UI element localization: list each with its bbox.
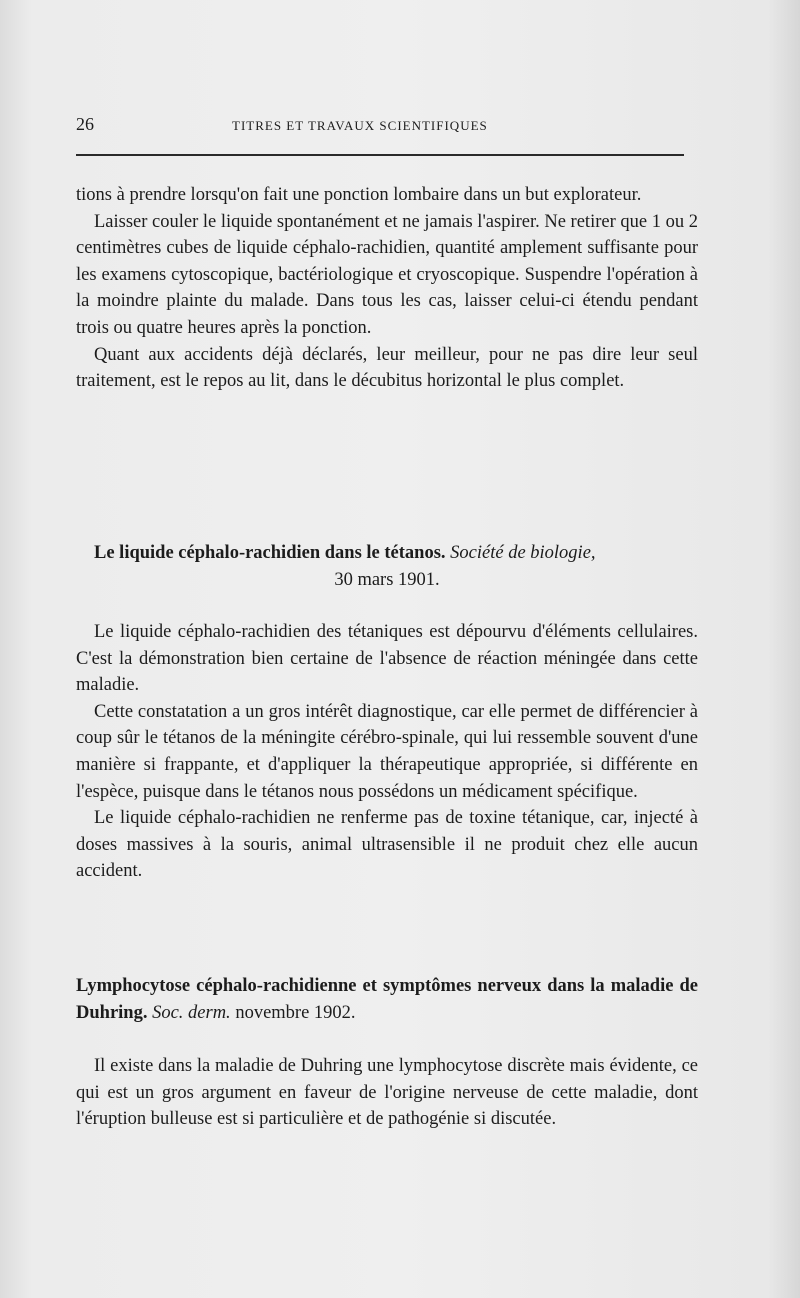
page-number: 26: [76, 114, 94, 134]
section-2-body: [76, 619, 698, 885]
paragraph: Il existe dans la maladie de Duhring une lymphocytose discrète mais évidente, ce qui est un gros argument en faveur de l'origine nerveuse de cette maladie, dont l'éruption bulleuse est si particulière et de pathogénie si discutée.: [76, 1056, 698, 1130]
running-title: TITRES ET TRAVAUX SCIENTIFIQUES: [232, 118, 488, 133]
paragraph: Le liquide céphalo-rachidien ne renferme pas de toxine tétanique, car, injecté à doses massives à la souris, animal ultrasensible il ne produit chez elle aucun accident.: [76, 808, 698, 882]
section-1: [76, 182, 698, 395]
paragraph: Cette constatation a un gros intérêt diagnostique, car elle permet de différencier à coup sûr le tétanos de la méningite cérébro-spinale, qui lui ressemble souvent d'une manière si frappante, et d'appliquer la thérapeutique appropriée, si différente en l'espèce, puisque dans le tétanos nous possédons un médicament spécifique.: [76, 701, 698, 802]
page-header: [76, 114, 698, 140]
paragraph: Le liquide céphalo-rachidien des tétaniques est dépourvu d'éléments cellulaires. C'est la démonstration bien certaine de l'absence de réaction méningée dans cette maladie.: [76, 622, 698, 696]
section-3-heading: [76, 973, 698, 1026]
paragraph: Quant aux accidents déjà déclarés, leur meilleur, pour ne pas dire leur seul traitement, est le repos au lit, dans le décubitus horizontal le plus complet.: [76, 344, 698, 392]
section-title: Le liquide céphalo-rachidien dans le tétanos.: [94, 543, 446, 563]
paragraph: tions à prendre lorsqu'on fait une ponction lombaire dans un but explorateur.: [76, 185, 642, 205]
section-source: Société de biologie,: [450, 543, 596, 563]
paragraph: Laisser couler le liquide spontanément et ne jamais l'aspirer. Ne retirer que 1 ou 2 centimètres cubes de liquide céphalo-rachidien, quantité amplement suffisante pour les examens cytoscopique, bactériologique et cryoscopique. Suspendre l'opération à la moindre plainte du malade. Dans tous les cas, laisser celui-ci étendu pendant trois ou quatre heures après la ponction.: [76, 211, 698, 338]
header-rule: [76, 154, 684, 156]
section-3-body: [76, 1053, 698, 1133]
section-title: Lymphocytose céphalo-rachidienne et symptômes nerveux dans la maladie de Duhring.: [76, 976, 698, 1023]
section-2-heading: [76, 540, 698, 593]
section-source: Soc. derm.: [152, 1002, 231, 1023]
section-date: 30 mars 1901.: [334, 569, 440, 590]
section-date: novembre 1902.: [235, 1002, 356, 1023]
